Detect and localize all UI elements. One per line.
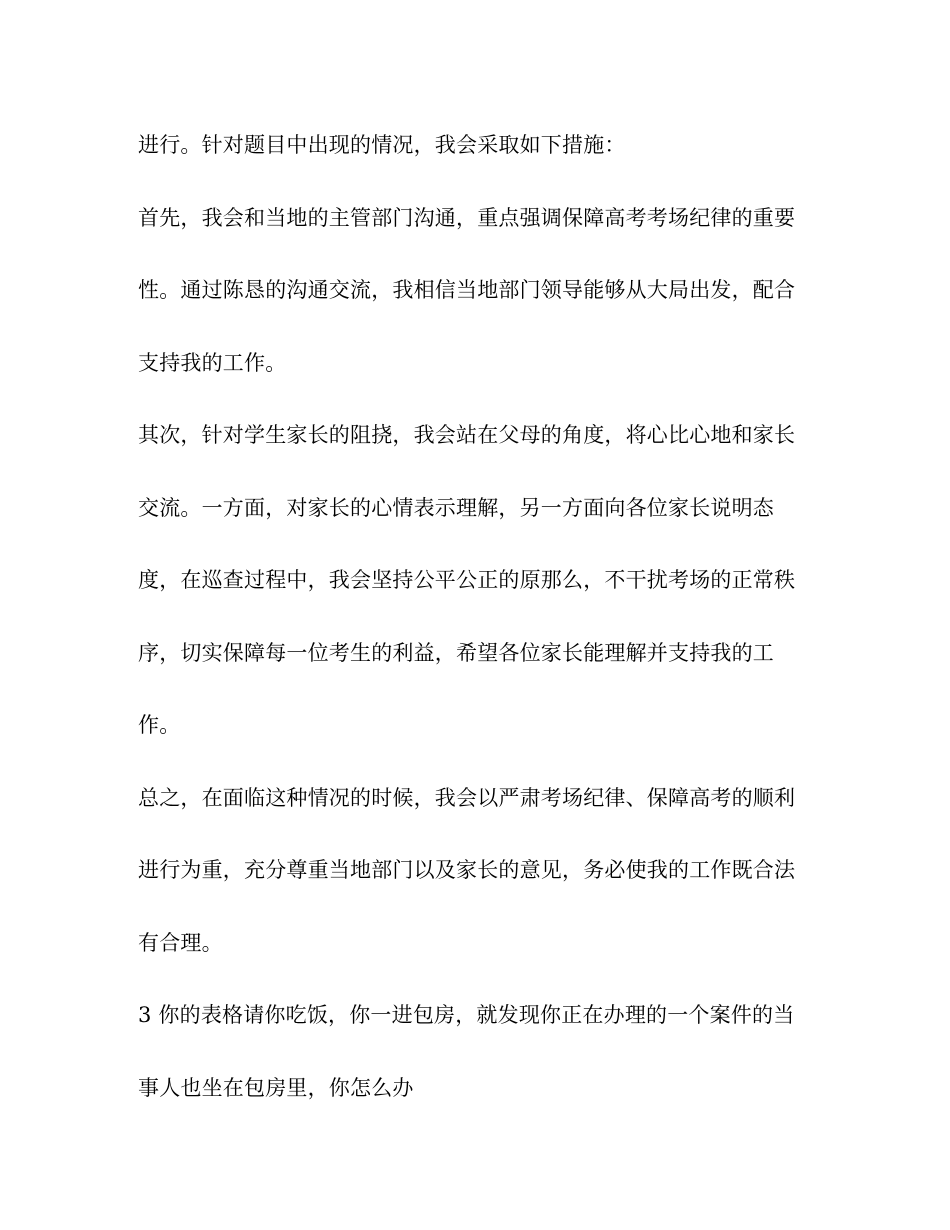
text-line-10: 总之，在面临这种情况的时候，我会以严肃考场纪律、保障高考的顺利 (138, 785, 796, 810)
text-line-11: 进行为重，充分尊重当地部门以及家长的意见，务必使我的工作既合法 (138, 858, 796, 882)
text-line-14: 事人也坐在包房里，你怎么办 (138, 1075, 414, 1100)
text-line-5: 其次，针对学生家长的阻挠，我会站在父母的角度，将心比心地和家长 (138, 423, 796, 447)
text-line-4: 支持我的工作。 (138, 350, 287, 375)
document-body (138, 127, 818, 1142)
text-line-6: 交流。一方面，对家长的心情表示理解，另一方面向各位家长说明态 (138, 495, 774, 520)
text-line-8: 序，切实保障每一位考生的利益，希望各位家长能理解并支持我的工 (138, 640, 774, 665)
text-line-13: 3 你的表格请你吃饭，你一进包房，就发现你正在办理的一个案件的当 (138, 1003, 795, 1027)
text-line-12: 有合理。 (138, 930, 223, 955)
text-line-1: 进行。针对题目中出现的情况，我会采取如下措施： (138, 133, 626, 157)
text-line-3: 性。通过陈恳的沟通交流，我相信当地部门领导能够从大局出发，配合 (138, 278, 796, 302)
text-line-9: 作。 (138, 713, 181, 737)
text-line-7: 度，在巡查过程中，我会坚持公平公正的原那么，不干扰考场的正常秩 (138, 568, 796, 592)
text-line-2: 首先，我会和当地的主管部门沟通，重点强调保障高考考场纪律的重要 (138, 205, 796, 230)
